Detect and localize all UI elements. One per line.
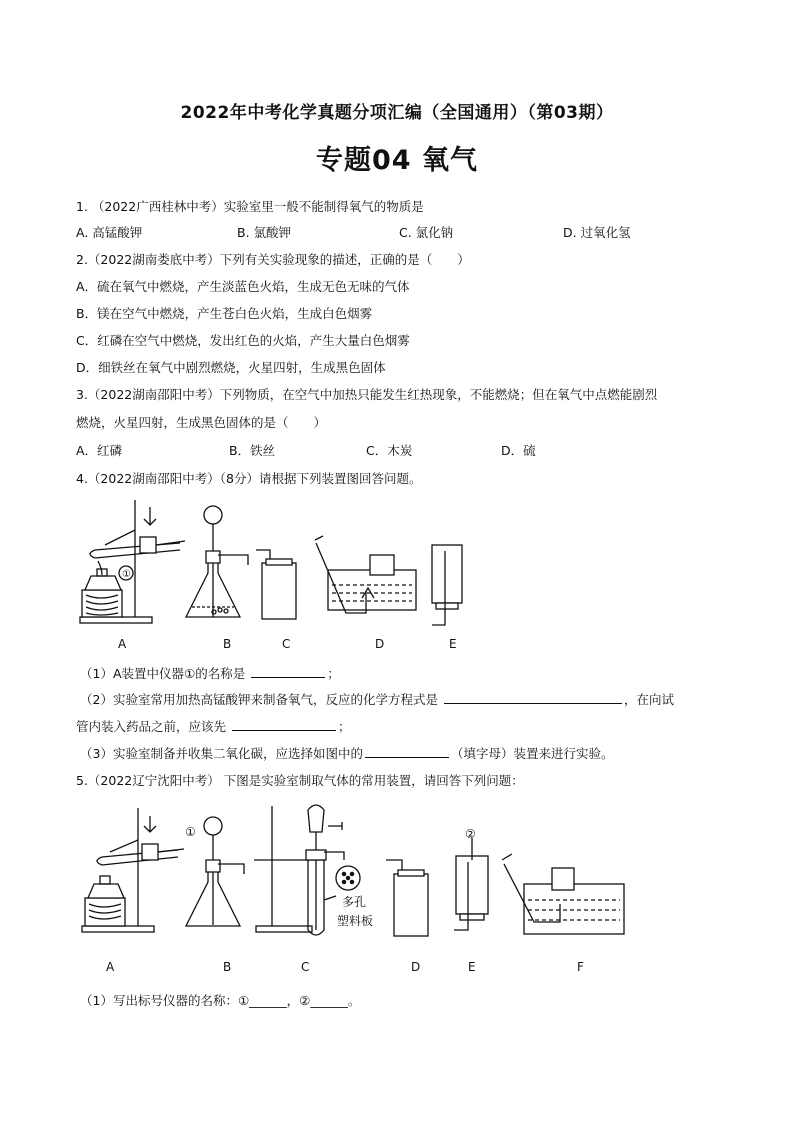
q1-option-c: C. 氯化钠: [399, 225, 454, 240]
q2-option-b: B．镁在空气中燃烧，产生苍白色火焰，生成白色烟雾: [76, 306, 373, 321]
q1-stem: 1. （2022广西桂林中考）实验室里一般不能制得氧气的物质是: [76, 199, 424, 214]
q3-option-c: C．木炭: [366, 443, 413, 458]
q5-circle-one: ①: [185, 825, 196, 839]
q4-apparatus-e: [432, 545, 462, 625]
q4-label-c: C: [282, 637, 291, 651]
q1-option-b: B. 氯酸钾: [237, 225, 292, 240]
q5-label-e: E: [468, 960, 476, 974]
topic-heading: 专题04 氧气: [316, 145, 478, 176]
q4-sub2-equation-blank[interactable]: [444, 691, 622, 704]
q4-label-e: E: [449, 637, 457, 651]
q1-option-a: A. 高锰酸钾: [76, 225, 143, 240]
q1-option-d: D. 过氧化氢: [563, 225, 631, 240]
q5-stem: 5.（2022辽宁沈阳中考） 下图是实验室制取气体的常用装置，请回答下列问题：: [76, 773, 524, 788]
q4-apparatus-a: [80, 500, 185, 623]
q5-plate-label-1: 多孔: [342, 895, 367, 909]
q4-label-d: D: [375, 637, 385, 651]
q4-sub2-step-blank[interactable]: [232, 718, 336, 731]
q5-apparatus-a: [82, 808, 184, 932]
q4-apparatus-b: [186, 506, 248, 617]
q4-sub1-blank[interactable]: [251, 665, 325, 678]
q5-label-b: B: [223, 960, 232, 974]
q2-option-d: D．细铁丝在氧气中剧烈燃烧，火星四射，生成黑色固体: [76, 360, 386, 375]
q3-option-d: D．硫: [501, 443, 536, 458]
q4-sub1: （1）A装置中仪器①的名称是 ；: [80, 666, 340, 681]
q5-label-c: C: [301, 960, 310, 974]
q5-label-d: D: [411, 960, 421, 974]
q5-label-f: F: [577, 960, 584, 974]
q5-apparatus-e: [454, 838, 488, 930]
q5-apparatus-f: [502, 854, 624, 934]
q3-option-b: B．铁丝: [229, 443, 276, 458]
q4-circle-one: ①: [122, 569, 131, 580]
q2-stem: 2.（2022湖南娄底中考）下列有关实验现象的描述，正确的是（ ）: [76, 252, 470, 267]
q3-stem-line2: 燃烧，火星四射，生成黑色固体的是（ ）: [76, 415, 327, 430]
q5-apparatus-d: [386, 860, 428, 936]
q2-option-a: A．硫在氧气中燃烧，产生淡蓝色火焰，生成无色无味的气体: [76, 279, 410, 294]
q2-option-c: C．红磷在空气中燃烧，发出红色的火焰，产生大量白色烟雾: [76, 333, 410, 348]
q4-sub2-line2: 管内装入药品之前，应该先 ；: [76, 719, 351, 734]
q4-label-a: A: [118, 637, 127, 651]
q5-circle-two: ②: [465, 827, 476, 841]
q5-label-a: A: [106, 960, 115, 974]
q4-stem: 4.（2022湖南邵阳中考）（8分）请根据下列装置图回答问题。: [76, 471, 422, 486]
q4-sub2-line1: （2）实验室常用加热高锰酸钾来制备氧气，反应的化学方程式是 ，在向试: [80, 692, 674, 707]
q4-sub3-blank[interactable]: [365, 745, 449, 758]
q4-apparatus-figure: [60, 495, 480, 640]
q4-label-b: B: [223, 637, 232, 651]
q4-apparatus-d: [315, 536, 416, 613]
q4-sub3: （3）实验室制备并收集二氧化碳，应选择如图中的 （填字母）装置来进行实验。: [80, 746, 614, 761]
q3-stem-line1: 3.（2022湖南邵阳中考）下列物质，在空气中加热只能发生红热现象，不能燃烧；但在氧气中点燃能剧烈: [76, 387, 658, 402]
q5-sub1: （1）写出标号仪器的名称：①______，②______。: [80, 993, 361, 1008]
q4-apparatus-c: [256, 550, 296, 619]
q5-plate-label-2: 塑料板: [337, 914, 374, 928]
q3-option-a: A．红磷: [76, 443, 123, 458]
document-title: 2022年中考化学真题分项汇编（全国通用）（第03期）: [180, 103, 614, 123]
